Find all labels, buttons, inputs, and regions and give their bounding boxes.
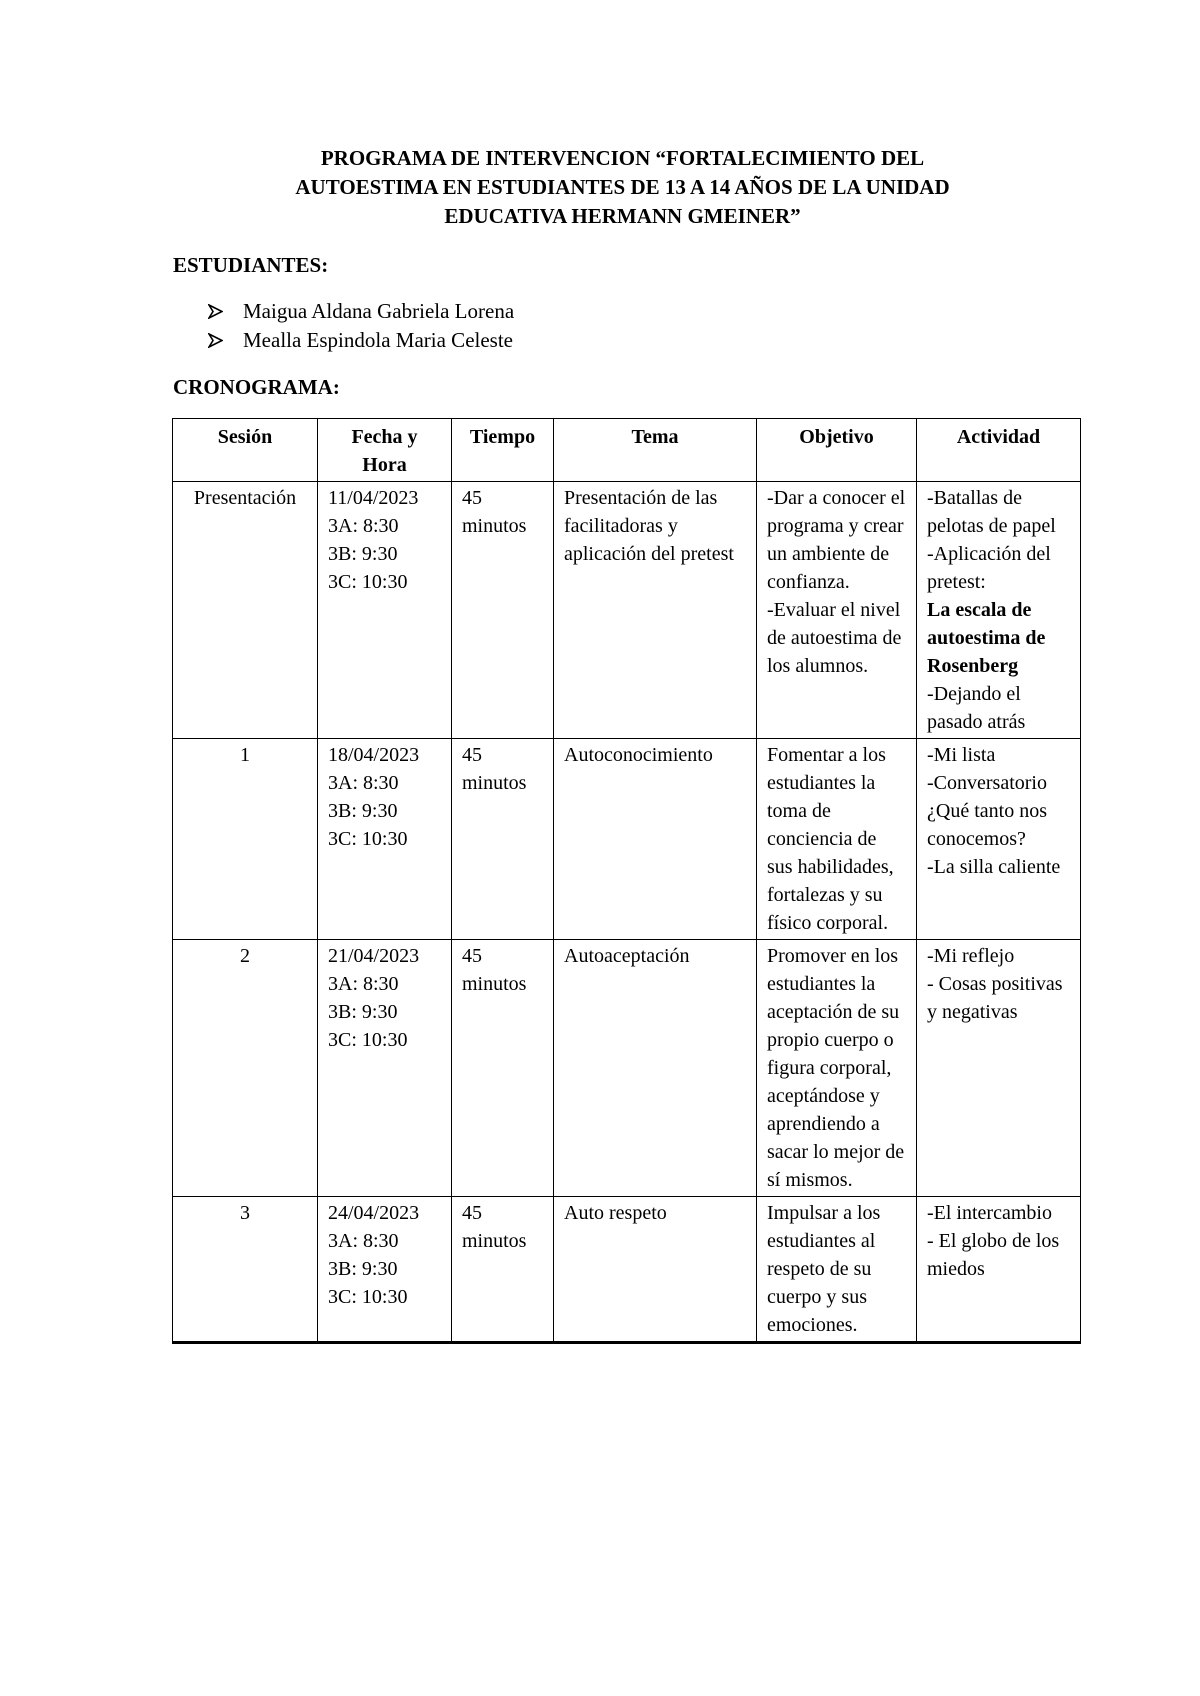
time-slot: 3B: 9:30 [328, 800, 398, 822]
table-row [173, 940, 1081, 1197]
objective-cell [757, 940, 917, 1197]
objective-text: Fomentar a los estudiantes la toma de conciencia de sus habilidades, fortalezas y su físico corporal. [767, 744, 894, 934]
session-cell: Presentación [173, 482, 318, 739]
session-cell: 3 [173, 1197, 318, 1343]
duration-cell: 45 minutos [452, 1197, 554, 1343]
student-name: Maigua Aldana Gabriela Lorena [243, 299, 515, 323]
arrowhead-bullet-icon [208, 333, 223, 348]
table-header-row [173, 419, 1081, 482]
date-cell [318, 940, 452, 1197]
date-cell [318, 1197, 452, 1343]
column-header: Objetivo [757, 419, 917, 482]
title-line: EDUCATIVA HERMANN GMEINER” [444, 204, 801, 228]
time-slot: 3B: 9:30 [328, 1001, 398, 1023]
column-header: Fecha y Hora [318, 419, 452, 482]
activity-text: - Cosas positivas y negativas [927, 973, 1063, 1023]
time-slot: 3A: 8:30 [328, 515, 399, 537]
objective-text: Impulsar a los estudiantes al respeto de su cuerpo y sus emociones. [767, 1202, 881, 1336]
duration-cell: 45 minutos [452, 940, 554, 1197]
student-item [208, 326, 514, 355]
column-header: Tema [554, 419, 757, 482]
objective-text: Promover en los estudiantes la aceptación de su propio cuerpo o figura corporal, aceptándose y aprendiendo a sacar lo mejor de sí mismos. [767, 945, 905, 1191]
table-row [173, 1197, 1081, 1343]
date-text: 24/04/2023 [328, 1202, 420, 1224]
schedule-table [172, 418, 1081, 1344]
time-slot: 3C: 10:30 [328, 828, 408, 850]
topic-cell: Autoconocimiento [554, 739, 757, 940]
student-name: Mealla Espindola Maria Celeste [243, 328, 513, 352]
objective-cell [757, 739, 917, 940]
activity-text: - El globo de los miedos [927, 1230, 1060, 1280]
document-title [170, 144, 1075, 231]
activity-text: -El intercambio [927, 1202, 1052, 1224]
topic-cell: Presentación de las facilitadoras y aplicación del pretest [554, 482, 757, 739]
students-heading: ESTUDIANTES: [173, 253, 329, 277]
title-line: AUTOESTIMA EN ESTUDIANTES DE 13 A 14 AÑOS DE LA UNIDAD [295, 175, 950, 199]
time-slot: 3B: 9:30 [328, 1258, 398, 1280]
date-cell [318, 739, 452, 940]
time-slot: 3A: 8:30 [328, 1230, 399, 1252]
activity-cell [917, 940, 1081, 1197]
column-header: Sesión [173, 419, 318, 482]
students-list [208, 297, 514, 355]
session-cell: 1 [173, 739, 318, 940]
time-slot: 3C: 10:30 [328, 1029, 408, 1051]
duration-cell: 45 minutos [452, 482, 554, 739]
activity-cell [917, 739, 1081, 940]
date-text: 18/04/2023 [328, 744, 420, 766]
topic-cell: Auto respeto [554, 1197, 757, 1343]
date-text: 21/04/2023 [328, 945, 420, 967]
student-item [208, 297, 514, 326]
activity-text: -Aplicación del pretest: [927, 543, 1051, 593]
time-slot: 3C: 10:30 [328, 571, 408, 593]
duration-cell: 45 minutos [452, 739, 554, 940]
activity-text-bold: La escala de autoestima de Rosenberg [927, 599, 1046, 677]
objective-cell [757, 1197, 917, 1343]
topic-cell: Autoaceptación [554, 940, 757, 1197]
date-cell [318, 482, 452, 739]
arrowhead-bullet-icon [208, 304, 223, 319]
time-slot: 3A: 8:30 [328, 772, 399, 794]
objective-text: -Evaluar el nivel de autoestima de los alumnos. [767, 599, 902, 677]
time-slot: 3C: 10:30 [328, 1286, 408, 1308]
schedule-heading: CRONOGRAMA: [173, 375, 340, 399]
objective-cell [757, 482, 917, 739]
objective-text: -Dar a conocer el programa y crear un ambiente de confianza. [767, 487, 906, 593]
column-header: Tiempo [452, 419, 554, 482]
time-slot: 3A: 8:30 [328, 973, 399, 995]
activity-text: -Mi lista [927, 744, 996, 766]
title-line: PROGRAMA DE INTERVENCION “FORTALECIMIENTO DEL [320, 146, 925, 170]
table-row [173, 482, 1081, 739]
activity-cell [917, 482, 1081, 739]
activity-text: -Mi reflejo [927, 945, 1015, 967]
activity-cell [917, 1197, 1081, 1343]
activity-text: -Dejando el pasado atrás [927, 683, 1026, 733]
column-header: Actividad [917, 419, 1081, 482]
session-cell: 2 [173, 940, 318, 1197]
time-slot: 3B: 9:30 [328, 543, 398, 565]
table-row [173, 739, 1081, 940]
activity-text: -Conversatorio ¿Qué tanto nos conocemos? [927, 772, 1047, 850]
activity-text: -La silla caliente [927, 856, 1061, 878]
date-text: 11/04/2023 [328, 487, 419, 509]
activity-text: -Batallas de pelotas de papel [927, 487, 1056, 537]
